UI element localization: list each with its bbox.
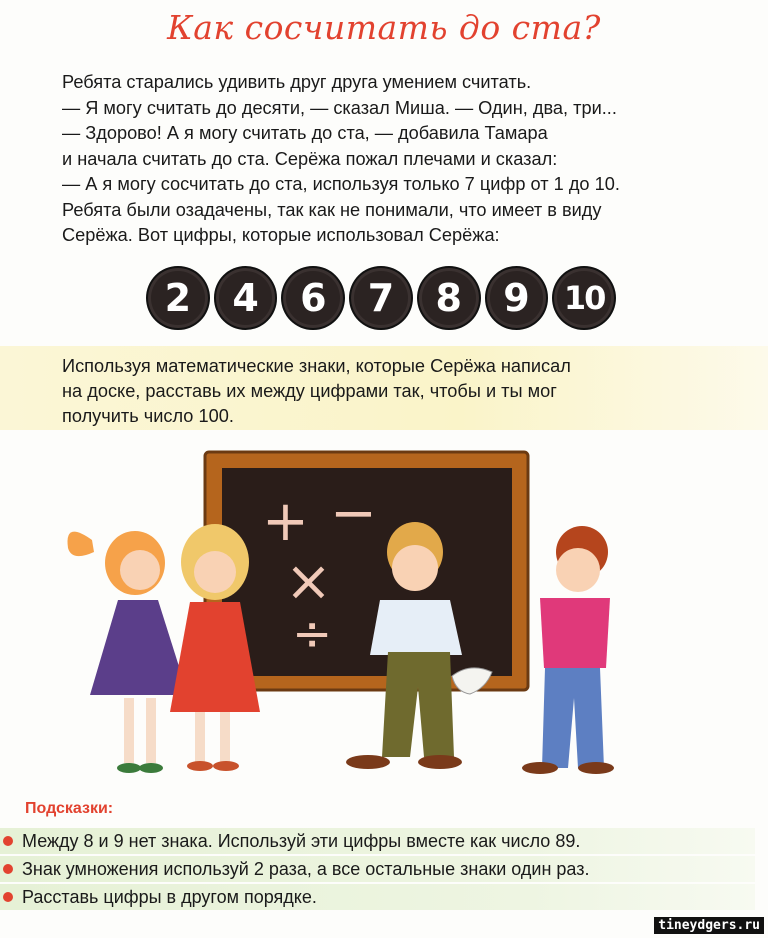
- digit-circle: 2: [146, 266, 210, 330]
- digit-circle: 10: [552, 266, 616, 330]
- digit-row: [146, 266, 616, 330]
- watermark: tineydgers.ru: [654, 917, 764, 934]
- board-minus: −: [330, 481, 377, 546]
- girl-purple-dress: [68, 531, 189, 773]
- board-plus: +: [262, 489, 309, 554]
- story-line: Ребята старались удивить друг друга умением считать.: [62, 72, 532, 92]
- task-line: на доске, расставь их между цифрами так, чтобы и ты мог: [62, 381, 557, 401]
- story-line: — А я могу сосчитать до ста, используя только 7 цифр от 1 до 10.: [62, 174, 620, 194]
- story-text: [62, 70, 742, 249]
- story-line: — Я могу считать до десяти, — сказал Миша. — Один, два, три...: [62, 97, 617, 118]
- story-line: Ребята были озадачены, так как не понимали, что имеет в виду: [62, 199, 602, 220]
- digit-circle: 8: [417, 266, 481, 330]
- board-times: ×: [285, 549, 332, 614]
- boy-pointing: [522, 526, 614, 774]
- bullet-icon: [3, 892, 13, 902]
- hint-item: [0, 828, 755, 854]
- hint-item: [0, 856, 755, 882]
- hint-text: Знак умножения используй 2 раза, а все остальные знаки один раз.: [22, 859, 590, 879]
- bullet-icon: [3, 836, 13, 846]
- girl-red-dress: [170, 524, 260, 771]
- task-line: Используя математические знаки, которые Серёжа написал: [62, 356, 571, 376]
- digit-circle: 6: [281, 266, 345, 330]
- page-title: Как сосчитать до ста?: [167, 8, 601, 47]
- hint-text: Между 8 и 9 нет знака. Используй эти цифры вместе как число 89.: [22, 831, 581, 851]
- classroom-illustration: [0, 440, 768, 785]
- task-line: получить число 100.: [62, 406, 234, 426]
- hint-text: Расставь цифры в другом порядке.: [22, 887, 317, 907]
- task-band: [0, 346, 768, 430]
- digit-circle: 7: [349, 266, 413, 330]
- digit-circle: 9: [485, 266, 549, 330]
- story-line: Серёжа. Вот цифры, которые использовал Серёжа:: [62, 225, 500, 245]
- bullet-icon: [3, 864, 13, 874]
- story-line: — Здорово! А я могу считать до ста, — добавила Тамара: [62, 123, 548, 143]
- hints-title: Подсказки:: [25, 800, 114, 817]
- digit-circle: 4: [214, 266, 278, 330]
- story-line: и начала считать до ста. Серёжа пожал плечами и сказал:: [62, 148, 558, 169]
- board-divide: ÷: [292, 606, 333, 662]
- hint-item: [0, 884, 755, 910]
